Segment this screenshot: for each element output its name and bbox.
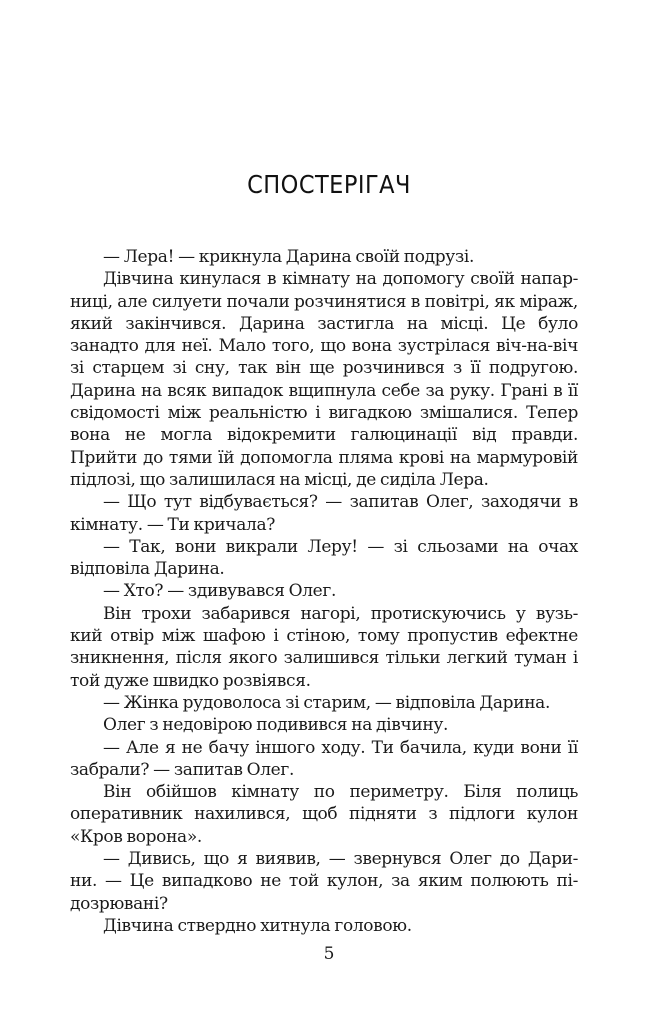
text-line: відповіла Дарина. <box>70 559 225 580</box>
page-number: 5 <box>323 944 335 964</box>
text-line: «Кров ворона». <box>70 826 202 847</box>
chapter-title: СПОСТЕРІГАЧ <box>247 170 411 199</box>
text-line: Дарина на всяк випадок вщипнула себе за руку. Грані в її <box>70 380 578 401</box>
text-line: занадто для неї. Мало того, що вона зустрілася віч-на-віч <box>70 336 578 357</box>
text-line: дозрювані? <box>70 893 168 914</box>
text-line: — Так, вони викрали Леру! — зі сльозами на очах <box>103 536 578 557</box>
text-line: Він трохи забарився нагорі, протискуючись у вузь- <box>103 603 578 624</box>
body-text <box>70 246 578 937</box>
text-line: зникнення, після якого залишився тільки легкий туман і <box>70 648 578 669</box>
text-line: той дуже швидко розвіявся. <box>70 670 311 691</box>
text-line: кий отвір між шафою і стіною, тому пропустив ефектне <box>70 626 578 647</box>
text-line: Він обійшов кімнату по периметру. Біля полиць <box>103 782 578 803</box>
text-line: оперативник нахилився, щоб підняти з підлоги кулон <box>70 804 578 825</box>
text-line: — Лера! — крикнула Дарина своїй подрузі. <box>103 247 475 267</box>
text-line: ниці, але силуети почали розчинятися в повітрі, як міраж, <box>70 291 578 312</box>
text-line: — Що тут відбувається? — запитав Олег, заходячи в <box>103 492 578 513</box>
text-line: — Жінка рудоволоса зі старим, — відповіла Дарина. <box>103 692 551 713</box>
text-line: — Але я не бачу іншого ходу. Ти бачила, куди вони її <box>103 737 578 758</box>
text-line: кімнату. — Ти кричала? <box>70 514 276 535</box>
text-line: який закінчився. Дарина застигла на місці. Це було <box>70 313 578 334</box>
text-line: свідомості між реальністю і вигадкою змішалися. Тепер <box>70 403 578 424</box>
text-line: зі старцем зі сну, так він ще розчинився з її подругою. <box>70 358 578 379</box>
text-line: забрали? — запитав Олег. <box>70 759 295 780</box>
text-line: Прийти до тями їй допомогла пляма крові на мармуровій <box>70 447 578 468</box>
text-line: ни. — Це випадково не той кулон, за яким полюють пі- <box>70 871 578 892</box>
text-line: — Хто? — здивувався Олег. <box>103 581 336 602</box>
text-line: Дівчина кинулася в кімнату на допомогу своїй напар- <box>103 269 578 290</box>
text-line: Дівчина ствердно хитнула головою. <box>103 915 412 936</box>
text-line: вона не могла відокремити галюцинації від правди. <box>70 425 578 446</box>
text-line: Олег з недовірою подивився на дівчину. <box>103 715 449 736</box>
text-line: підлозі, що залишилася на місці, де сиділа Лера. <box>70 469 489 490</box>
text-line: — Дивись, що я виявив, — звернувся Олег до Дари- <box>103 849 578 870</box>
